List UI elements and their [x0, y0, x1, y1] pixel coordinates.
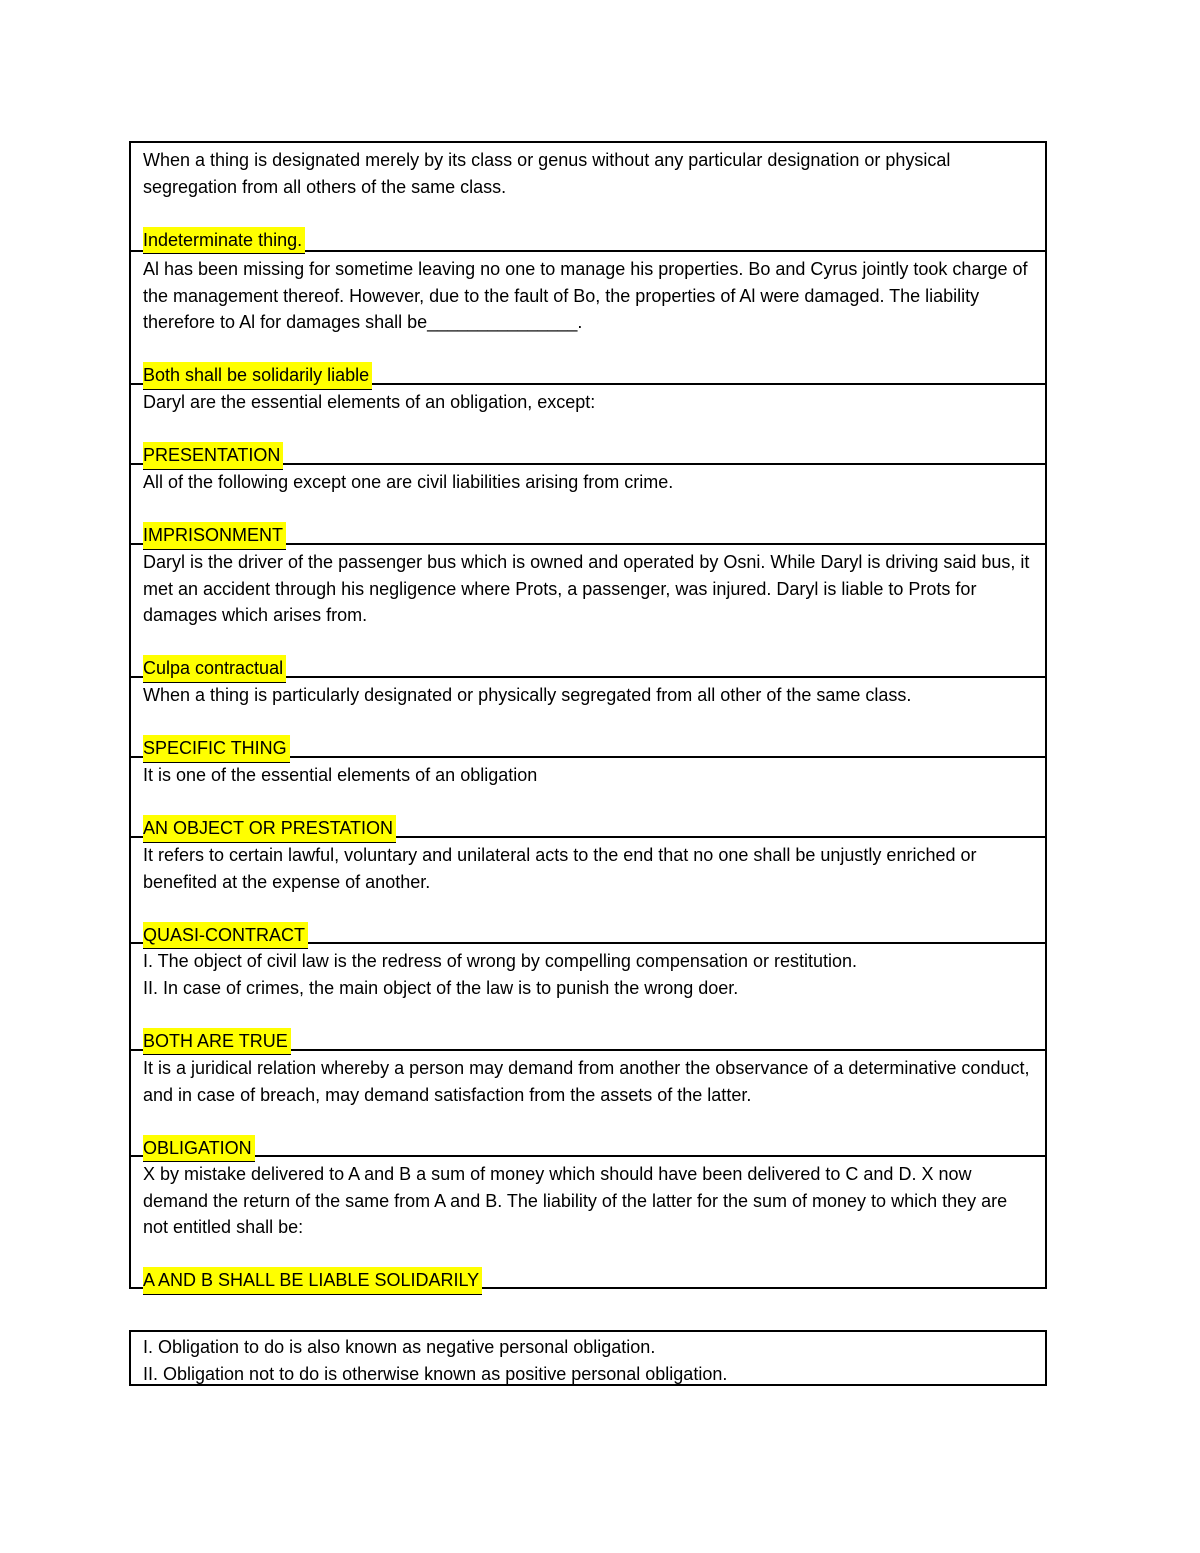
answer-highlight: Culpa contractual	[143, 655, 286, 683]
qa-item	[131, 143, 1045, 250]
answer-highlight: QUASI-CONTRACT	[143, 922, 308, 950]
question-text: X by mistake delivered to A and B a sum of money which should have been delivered to C and D. X now demand the return of the same from A and B. The liability of the latter for the sum of money to which they are not entitled shall be:	[143, 1164, 1008, 1237]
qa-item	[131, 676, 1045, 756]
qa-item	[131, 756, 1045, 836]
question-text: It refers to certain lawful, voluntary and unilateral acts to the end that no one shall be unjustly enriched or benefited at the expense of another.	[143, 845, 977, 892]
question-text: Al has been missing for sometime leaving no one to manage his properties. Bo and Cyrus jointly took charge of the management thereof. However, due to the fault of Bo, the properties of Al were damaged. The liability therefore to Al for damages shall be_______________.	[143, 259, 1028, 332]
question-text: When a thing is particularly designated or physically segregated from all other of the same class.	[143, 685, 912, 705]
qa-item	[131, 942, 1045, 1049]
qa-item	[131, 543, 1045, 676]
qa-item	[131, 383, 1045, 463]
qa-item	[131, 1049, 1045, 1158]
note-box	[129, 1330, 1047, 1386]
answer-highlight: IMPRISONMENT	[143, 522, 286, 550]
answer-highlight: Indeterminate thing.	[143, 227, 305, 255]
question-text: All of the following except one are civil liabilities arising from crime.	[143, 472, 674, 492]
question-text: I. The object of civil law is the redress of wrong by compelling compensation or restitution. II. In case of crimes, the main object of the law is to punish the wrong doer.	[143, 951, 858, 998]
answer-highlight: SPECIFIC THING	[143, 735, 290, 763]
note-line-2: II. Obligation not to do is otherwise known as positive personal obligation.	[143, 1363, 728, 1384]
answer-highlight: OBLIGATION	[143, 1135, 255, 1163]
answer-highlight: Both shall be solidarily liable	[143, 362, 372, 390]
qa-table	[129, 141, 1047, 1289]
qa-item	[131, 836, 1045, 945]
answer-highlight: BOTH ARE TRUE	[143, 1028, 291, 1056]
question-text: Daryl is the driver of the passenger bus which is owned and operated by Osni. While Daryl is driving said bus, it met an accident through his negligence where Prots, a passenger, was injured. Daryl is liable to Prots for damages which arises from.	[143, 552, 1030, 625]
qa-item	[131, 250, 1045, 383]
note-line-1: I. Obligation to do is also known as negative personal obligation.	[143, 1337, 656, 1357]
question-text: It is a juridical relation whereby a person may demand from another the observance of a determinative conduct, and in case of breach, may demand satisfaction from the assets of the latter.	[143, 1058, 1030, 1105]
question-text: It is one of the essential elements of an obligation	[143, 765, 538, 785]
answer-highlight: A AND B SHALL BE LIABLE SOLIDARILY	[143, 1267, 482, 1295]
answer-highlight: AN OBJECT OR PRESTATION	[143, 815, 396, 843]
answer-highlight: PRESENTATION	[143, 442, 283, 470]
qa-item	[131, 1155, 1045, 1290]
question-text: Daryl are the essential elements of an obligation, except:	[143, 392, 596, 412]
qa-item	[131, 463, 1045, 543]
question-text: When a thing is designated merely by its class or genus without any particular designation or physical segregation from all others of the same class.	[143, 150, 951, 197]
